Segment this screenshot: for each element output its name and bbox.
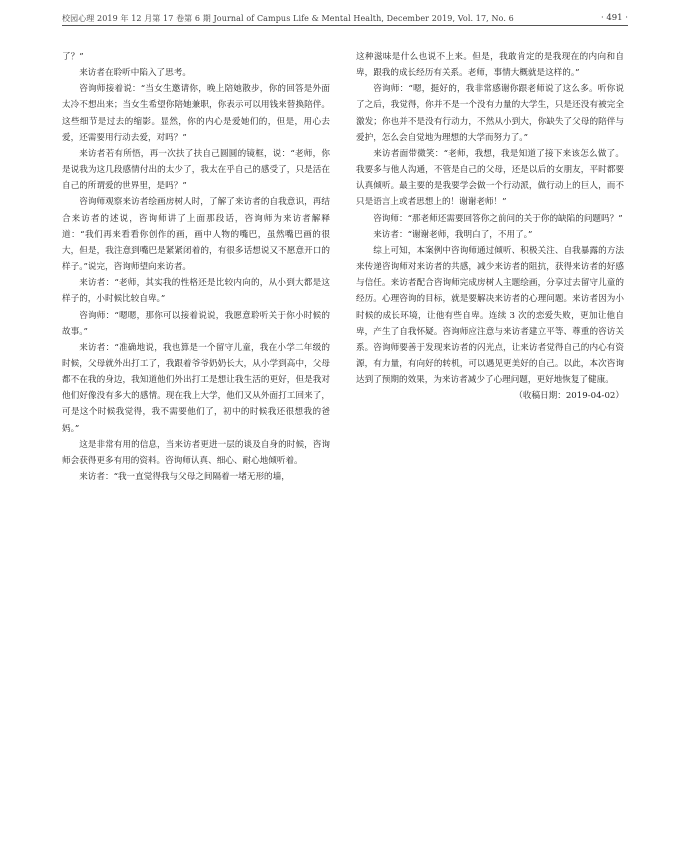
paragraph: 综上可知，本案例中咨询师通过倾听、积极关注、自我暴露的方法来传递咨询师对来访者的共感，减少来访者的阻抗，获得来访者的好感与信任。来访者配合咨询师完成房树人主题绘画，分享过去留守儿童的经历。心理咨询的目标，就是要解决来访者的心理问题。来访者因为小时候的成长环境，让他有些自卑。连续 3 次的恋爱失败，更加让他自卑，产生了自我怀疑。咨询师应注意与来访者建立平等、尊重的咨访关系。咨询师要善于发现来访者的闪光点，让来访者觉得自己的内心有资源，有力量，有向好的转机，可以遇见更美好的自己。以此，本次咨询达到了预期的效果，为来访者减少了心理问题，更好地恢复了健康。 — [356, 245, 624, 386]
paragraph: 来访者：“老师，其实我的性格还是比较内向的，从小到大都是这样子的，小时候比较自卑。” — [62, 278, 330, 305]
paragraph: 来访者面带微笑：“老师，我想，我是知道了接下来该怎么做了。我要多与他人沟通，不管是自己的父母，还是以后的女朋友，平时都要认真倾听。最主要的是我要学会做一个行动派，做行动上的巨人，而不只是语言上或者思想上的！谢谢老师！” — [356, 148, 624, 208]
right-column — [356, 49, 624, 404]
paragraph: 来访者：“准确地说，我也算是一个留守儿童，我在小学二年级的时候，父母就外出打工了，我跟着爷爷奶奶长大，从小学到高中，父母都不在我的身边，我知道他们外出打工是想让我生活的更好，但是我对他们好像没有多大的感情。现在我上大学，他们又从外面打工回来了，可是这个时候我觉得，我不需要他们了，初中的时候我还很想我的爸妈。” — [62, 342, 330, 434]
paragraph: 咨询师接着说：“当女生邀请你，晚上陪她散步，你的回答是外面太冷不想出来；当女生希望你陪她兼职，你表示可以用钱来替换陪伴。这些细节是过去的缩影。显然，你的内心是爱她们的，但是，用心去爱，还需要用行动去爱，对吗？” — [62, 84, 330, 143]
received-date: （收稿日期：2019-04-02） — [514, 391, 624, 402]
paragraph: 了？” — [62, 52, 84, 62]
header-rule — [62, 25, 628, 26]
paragraph: 这种滋味是什么也说不上来。但是，我敢肯定的是我现在的内向和自卑，跟我的成长经历有关系。老师，事情大概就是这样的。” — [356, 52, 624, 79]
paragraph: 咨询师：“嗯，挺好的，我非常感谢你跟老师说了这么多。听你说了之后，我觉得，你并不是一个没有力量的大学生，只是还没有被完全激发；你也并不是没有行动力，不然从小到大，你缺失了父母的陪伴与爱护，怎么会自觉地为理想的大学而努力了。” — [356, 84, 624, 143]
paragraph: 来访者：“谢谢老师，我明白了，不用了。” — [373, 229, 533, 240]
running-header — [62, 13, 628, 25]
paragraph: 咨询师：“嗯嗯，那你可以接着说说，我愿意聆听关于你小时候的故事。” — [62, 310, 330, 337]
paragraph: 咨询师：“那老师还需要回答你之前问的关于你的缺陷的问题吗？” — [373, 213, 623, 224]
paragraph: 来访者若有所悟，再一次扶了扶自己圆圆的镜框，说：“老师，你是说我为这几段感情付出的太少了，我太在乎自己的感受了，只是活在自己的所谓爱的世界里，是吗？” — [62, 148, 330, 192]
paragraph: 咨询师观察来访者绘画房树人时，了解了来访者的自我意识，再结合来访者的述说，咨询师讲了上面那段话，咨询师为来访者解释道：“我们再来看看你创作的画，画中人物的嘴巴，虽然嘴巴画的很大，但是，我注意到嘴巴是紧紧闭着的，有很多话想说又不愿意开口的样子。”说完，咨询师望向来访者。 — [62, 197, 330, 273]
page-number: · 491 · — [600, 13, 628, 23]
journal-citation: 校园心理 2019 年 12 月第 17 卷第 6 期 Journal of Campus Life & Mental Health, December 2019, Vol. 17, No. 6 — [62, 14, 514, 23]
paragraph: 来访者：“我一直觉得我与父母之间隔着一堵无形的墙， — [79, 472, 290, 483]
left-column — [62, 49, 330, 485]
paragraph: 来访者在聆听中陷入了思考。 — [79, 68, 191, 79]
paragraph: 这是非常有用的信息，当来访者更进一层的谈及自身的时候，咨询师会获得更多有用的资料。咨询师认真、细心、耐心地倾听着。 — [62, 439, 330, 466]
